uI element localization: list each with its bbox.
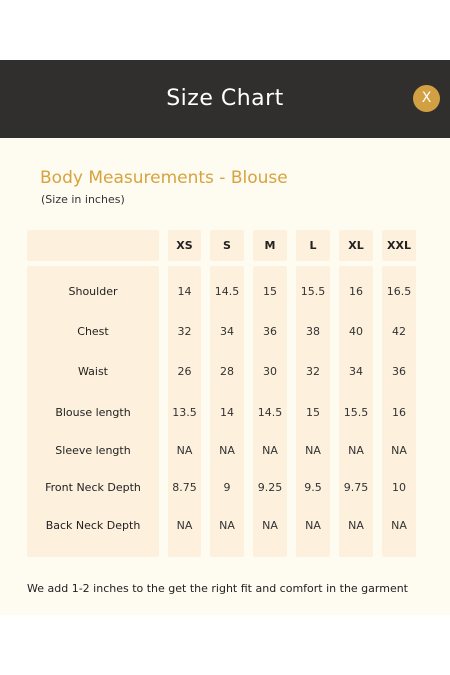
table-cell: 15.5 [300, 285, 326, 298]
table-cell: 32 [177, 325, 192, 338]
table-cell: NA [262, 519, 278, 532]
footer-note: We add 1-2 inches to the get the right fit and comfort in the garment [27, 582, 408, 595]
table-cell: 10 [392, 481, 406, 494]
row-label: Shoulder [68, 285, 118, 298]
size-column-s [210, 266, 244, 557]
modal-header [0, 60, 450, 138]
table-cell: NA [348, 444, 364, 457]
table-cell: 32 [306, 365, 320, 378]
table-cell: 9.25 [257, 481, 283, 494]
close-button[interactable]: X [413, 85, 440, 112]
table-cell: 15 [263, 285, 277, 298]
table-cell: 34 [220, 325, 234, 338]
table-cell: 38 [306, 325, 320, 338]
table-cell: NA [348, 519, 364, 532]
table-cell: 14.5 [257, 406, 283, 419]
row-label: Front Neck Depth [45, 481, 141, 494]
table-cell: 36 [392, 365, 406, 378]
size-header-s: S [210, 230, 244, 261]
section-title: Body Measurements - Blouse [40, 168, 288, 188]
header-label-cell [27, 230, 159, 261]
row-label: Waist [77, 365, 108, 378]
size-header-xl: XL [339, 230, 373, 261]
table-cell: 15.5 [343, 406, 369, 419]
table-cell: 34 [349, 365, 363, 378]
row-label: Sleeve length [55, 444, 131, 457]
table-cell: NA [262, 444, 278, 457]
table-cell: 15 [306, 406, 320, 419]
table-cell: 16 [349, 285, 363, 298]
size-header-xs: XS [168, 230, 201, 261]
size-column-xl [339, 266, 373, 557]
size-unit-note: (Size in inches) [41, 193, 125, 206]
table-cell: 16.5 [386, 285, 412, 298]
table-cell: 9.75 [343, 481, 369, 494]
table-cell: 28 [220, 365, 234, 378]
size-column-xxl [382, 266, 416, 557]
size-column-xs [168, 266, 201, 557]
row-label: Chest [77, 325, 109, 338]
table-cell: 13.5 [172, 406, 197, 419]
size-column-l [296, 266, 330, 557]
size-header-m: M [253, 230, 287, 261]
table-cell: 40 [349, 325, 363, 338]
table-cell: 14 [220, 406, 234, 419]
size-header-l: L [296, 230, 330, 261]
table-cell: NA [391, 444, 407, 457]
table-cell: 16 [392, 406, 406, 419]
table-cell: 9.5 [304, 481, 322, 494]
table-cell: 30 [263, 365, 277, 378]
table-cell: NA [391, 519, 407, 532]
table-cell: 14.5 [214, 285, 240, 298]
table-cell: NA [219, 519, 235, 532]
table-cell: NA [219, 444, 235, 457]
table-cell: NA [176, 519, 193, 532]
table-cell: 9 [223, 481, 231, 494]
measurement-label-column [27, 266, 159, 557]
table-cell: NA [305, 444, 321, 457]
table-cell: 26 [177, 365, 192, 378]
size-column-m [253, 266, 287, 557]
table-cell: 36 [263, 325, 277, 338]
table-cell: 8.75 [172, 481, 197, 494]
size-header-xxl: XXL [382, 230, 416, 261]
table-cell: NA [305, 519, 321, 532]
table-cell: NA [176, 444, 193, 457]
row-label: Back Neck Depth [45, 519, 141, 532]
table-cell: 14 [177, 285, 192, 298]
modal-title: Size Chart [166, 86, 284, 111]
row-label: Blouse length [55, 406, 131, 419]
table-cell: 42 [392, 325, 406, 338]
size-chart-modal [0, 60, 450, 615]
